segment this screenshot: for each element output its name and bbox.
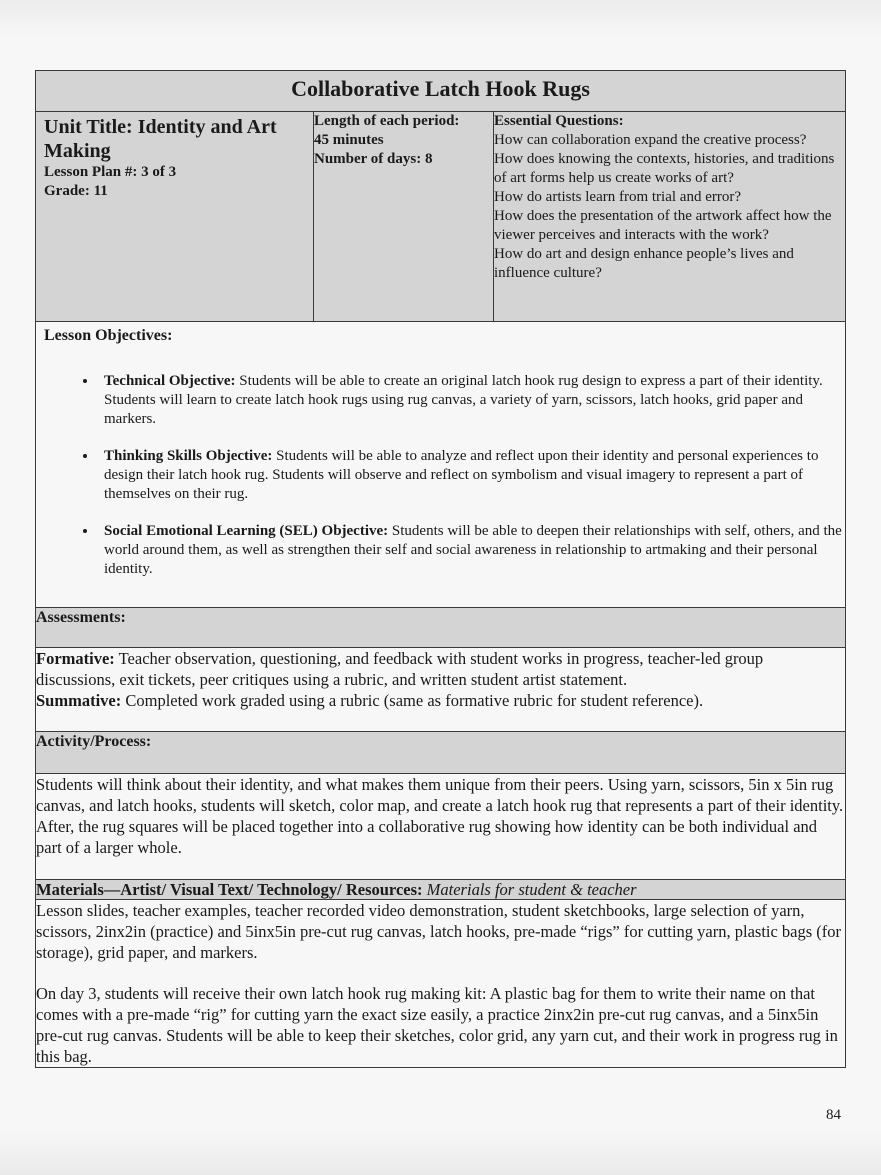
formative-label: Formative: xyxy=(36,649,115,668)
lesson-title: Collaborative Latch Hook Rugs xyxy=(36,71,846,112)
period-info-cell xyxy=(314,112,494,322)
materials-heading-note: Materials for student & teacher xyxy=(426,880,637,899)
essential-question: How do art and design enhance people’s lives and influence culture? xyxy=(494,246,794,281)
assessments-cell xyxy=(36,648,846,732)
objectives-heading: Lesson Objectives: xyxy=(44,327,173,344)
page-number: 84 xyxy=(826,1107,841,1123)
objective-label: Social Emotional Learning (SEL) Objective: xyxy=(104,523,389,539)
objective-item xyxy=(98,522,845,579)
lesson-plan-number: Lesson Plan #: 3 of 3 xyxy=(44,164,177,180)
objective-label: Technical Objective: xyxy=(104,373,236,389)
summative-text: Completed work graded using a rubric (same as formative rubric for student reference). xyxy=(121,691,704,710)
number-of-days: Number of days: 8 xyxy=(314,151,433,167)
objectives-list xyxy=(36,352,845,603)
unit-info-cell xyxy=(36,112,314,322)
activity-heading: Activity/Process: xyxy=(36,732,846,774)
period-length-value: 45 minutes xyxy=(314,132,384,148)
objective-text: Students will be able to analyze and reflect upon their identity and personal experiences to design their latch hook rug. Students will observe and reflect on symbolism and visual imagery to represent a part of themselves on their rug. xyxy=(104,448,819,502)
materials-cell xyxy=(36,900,846,1068)
materials-paragraph: Lesson slides, teacher examples, teacher recorded video demonstration, student sketchbooks, large selection of yarn, scissors, 2inx2in (practice) and 5inx5in pre-cut rug canvas, latch hooks, pre-made “rigs” for cutting yarn, plastic bags (for storage), grid paper, and markers. xyxy=(36,901,842,962)
essential-question: How can collaboration expand the creative process? xyxy=(494,132,807,148)
assessments-heading: Assessments: xyxy=(36,608,846,648)
objective-text: Students will be able to create an original latch hook rug design to express a part of their identity. Students will learn to create latch hook rugs using rug canvas, a variety of yarn, scissors, latch hooks, grid paper and markers. xyxy=(104,373,823,427)
activity-text: Students will think about their identity, and what makes them unique from their peers. Using yarn, scissors, 5in x 5in rug canvas, and latch hooks, students will sketch, color map, and create a latch hook rug that represents a part of their identity. After, the rug squares will be placed together into a collaborative rug showing how identity can be both individual and part of a larger whole. xyxy=(36,774,846,880)
essential-question: How does knowing the contexts, histories, and traditions of art forms help us create works of art? xyxy=(494,151,835,186)
objective-item xyxy=(98,372,845,429)
essential-questions-heading: Essential Questions: xyxy=(494,113,624,129)
materials-heading-cell xyxy=(36,880,846,900)
materials-heading: Materials—Artist/ Visual Text/ Technology/ Resources: xyxy=(36,880,423,899)
summative-label: Summative: xyxy=(36,691,122,710)
lesson-plan-table xyxy=(35,70,846,1068)
essential-question: How does the presentation of the artwork affect how the viewer perceives and interacts with the work? xyxy=(494,208,832,243)
objectives-cell xyxy=(36,322,846,608)
formative-text: Teacher observation, questioning, and feedback with student works in progress, teacher-led group discussions, exit tickets, peer critiques using a rubric, and written student artist statement. xyxy=(36,649,764,689)
objective-item xyxy=(98,447,845,504)
grade-level: Grade: 11 xyxy=(44,183,108,199)
unit-title: Unit Title: Identity and Art Making xyxy=(44,116,277,162)
essential-questions-cell xyxy=(494,112,846,322)
essential-question: How do artists learn from trial and error? xyxy=(494,189,741,205)
materials-paragraph: On day 3, students will receive their own latch hook rug making kit: A plastic bag for them to write their name on that comes with a pre-made “rig” for cutting yarn the exact size easily, a practice 2inx2in pre-cut rug canvas, and a 5inx5in pre-cut rug canvas. Students will be able to keep their sketches, color grid, any yarn cut, and their work in progress rug in this bag. xyxy=(36,984,838,1066)
period-length-label: Length of each period: xyxy=(314,113,460,129)
objective-label: Thinking Skills Objective: xyxy=(104,448,273,464)
objective-text: Students will be able to deepen their relationships with self, others, and the world around them, as well as strengthen their self and social awareness in relationship to artmaking and their personal identity. xyxy=(104,523,842,577)
